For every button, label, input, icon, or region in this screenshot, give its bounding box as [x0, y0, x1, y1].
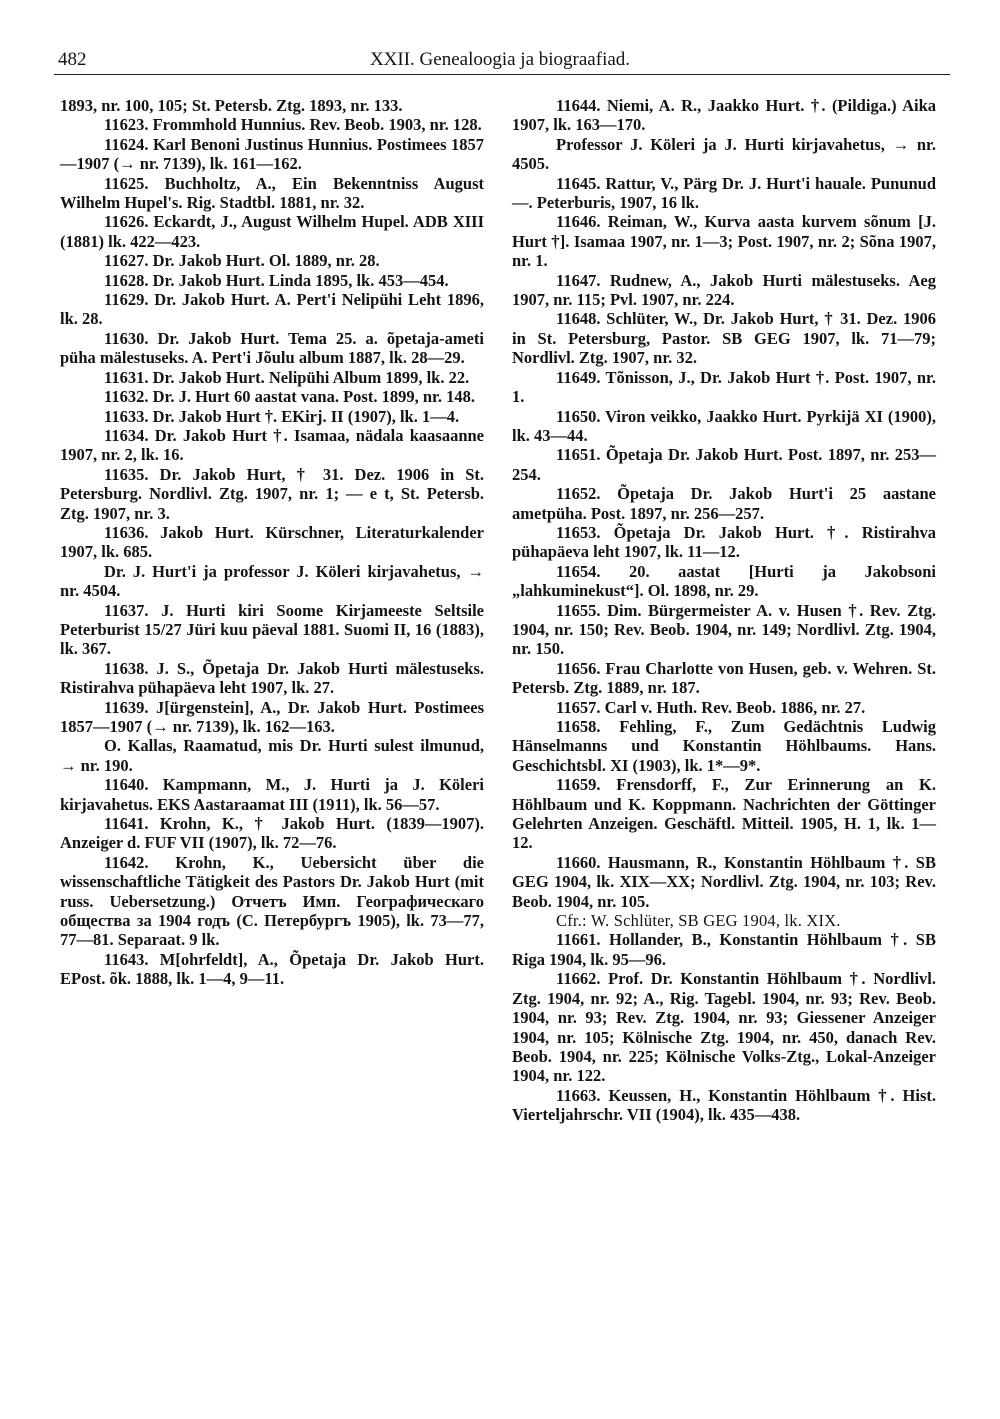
- left-column: [60, 96, 484, 989]
- bibliography-entry: 11653. Õpetaja Dr. Jakob Hurt. †. Ristirahva pühapäeva leht 1907, lk. 11—12.: [512, 522, 936, 562]
- bibliography-entry: 11631. Dr. Jakob Hurt. Nelipühi Album 1899, lk. 22.: [104, 367, 470, 387]
- bibliography-entry: Dr. J. Hurt'i ja professor J. Köleri kirjavahetus, → nr. 4504.: [60, 561, 484, 601]
- page-number: 482: [58, 49, 87, 70]
- bibliography-entry: 11632. Dr. J. Hurt 60 aastat vana. Post. 1899, nr. 148.: [104, 387, 475, 407]
- bibliography-entry: 11629. Dr. Jakob Hurt. A. Pert'i Nelipühi Leht 1896, lk. 28.: [60, 290, 484, 329]
- bibliography-entry: 11663. Keussen, H., Konstantin Höhlbaum †. Hist. Vierteljahrschr. VII (1904), lk. 435—438.: [512, 1085, 936, 1125]
- bibliography-entry: 11645. Rattur, V., Pärg Dr. J. Hurt'i hauale. Pununud —. Peterburis, 1907, 16 lk.: [512, 173, 936, 213]
- right-column: [512, 96, 936, 1125]
- bibliography-entry: 11658. Fehling, F., Zum Gedächtnis Ludwig Hänselmanns und Konstantin Höhlbaums. Hans. Geschichtsbl. XI (1903), lk. 1*—9*.: [512, 717, 936, 775]
- bibliography-entry: 11625. Buchholtz, A., Ein Bekenntniss August Wilhelm Hupel's. Rig. Stadtbl. 1881, nr. 32.: [60, 173, 484, 213]
- bibliography-entry: 11634. Dr. Jakob Hurt †. Isamaa, nädala kaasaanne 1907, nr. 2, lk. 16.: [60, 425, 484, 465]
- bibliography-entry: 11642. Krohn, K., Uebersicht über die wissenschaftliche Tätigkeit des Pastors Dr. Jakob Hurt (mit russ. Uebersetzung.) Отчетъ Имп. Географическаго общества за 1904 годъ (С. Петербургъ 1905), lk. 73—77, 77—81. Separaat. 9 lk.: [60, 852, 484, 950]
- bibliography-entry: 11626. Eckardt, J., August Wilhelm Hupel. ADB XIII (1881) lk. 422—423.: [60, 212, 484, 251]
- bibliography-entry: 11627. Dr. Jakob Hurt. Ol. 1889, nr. 28.: [104, 251, 380, 271]
- bibliography-entry: 11628. Dr. Jakob Hurt. Linda 1895, lk. 453—454.: [104, 270, 449, 290]
- bibliography-entry: 11661. Hollander, B., Konstantin Höhlbaum †. SB Riga 1904, lk. 95—96.: [512, 930, 936, 969]
- bibliography-entry: 11662. Prof. Dr. Konstantin Höhlbaum †. Nordlivl. Ztg. 1904, nr. 92; A., Rig. Tagebl. 1904, nr. 93; Rev. Beob. 1904, nr. 93; Rev. Ztg. 1904, nr. 93; Giessener Anzeiger 1904, nr. 105; Kölnische Ztg. 1904, nr. 450, danach Rev. Beob. 1904, nr. 225; Kölnische Volks-Ztg., Lokal-Anzeiger 1904, nr. 122.: [512, 969, 936, 1086]
- page-header: [50, 48, 950, 72]
- bibliography-entry: 11655. Dim. Bürgermeister A. v. Husen †. Rev. Ztg. 1904, nr. 150; Rev. Beob. 1904, nr. 149; Nordlivl. Ztg. 1904, nr. 150.: [512, 600, 936, 659]
- bibliography-entry: Professor J. Köleri ja J. Hurti kirjavahetus, → nr. 4505.: [512, 134, 936, 174]
- bibliography-entry: 11654. 20. aastat [Hurti ja Jakobsoni „lahkuminekust“]. Ol. 1898, nr. 29.: [512, 561, 936, 601]
- bibliography-entry: 11650. Viron veikko, Jaakko Hurt. Pyrkijä XI (1900), lk. 43—44.: [512, 406, 936, 445]
- bibliography-entry: 11652. Õpetaja Dr. Jakob Hurt'i 25 aastane ametpüha. Post. 1897, nr. 256—257.: [512, 484, 936, 523]
- bibliography-entry: 11649. Tõnisson, J., Dr. Jakob Hurt †. Post. 1907, nr. 1.: [512, 367, 936, 407]
- bibliography-entry: 11641. Krohn, K., † Jakob Hurt. (1839—1907). Anzeiger d. FUF VII (1907), lk. 72—76.: [60, 814, 484, 853]
- bibliography-entry: 11659. Frensdorff, F., Zur Erinnerung an K. Höhlbaum und K. Koppmann. Nachrichten der Göttinger Gelehrten Anzeigen. Geschäftl. Mitteil. 1905, H. 1, lk. 1—12.: [512, 775, 936, 853]
- bibliography-entry: 11660. Hausmann, R., Konstantin Höhlbaum †. SB GEG 1904, lk. XIX—XX; Nordlivl. Ztg. 1904, nr. 103; Rev. Beob. 1904, nr. 105.: [512, 852, 936, 911]
- bibliography-entry: 11648. Schlüter, W., Dr. Jakob Hurt, † 31. Dez. 1906 in St. Petersburg, Pastor. SB GEG 1907, lk. 71—79; Nordlivl. Ztg. 1907, nr. 32.: [512, 309, 936, 368]
- bibliography-entry: 11637. J. Hurti kiri Soome Kirjameeste Seltsile Peterburist 15/27 Jüri kuu päeval 1881. Suomi II, 16 (1883), lk. 367.: [60, 600, 484, 659]
- bibliography-entry: 1893, nr. 100, 105; St. Petersb. Ztg. 1893, nr. 133.: [60, 96, 403, 115]
- bibliography-entry: 11646. Reiman, W., Kurva aasta kurvem sõnum [J. Hurt †]. Isamaa 1907, nr. 1—3; Post. 1907, nr. 2; Sõna 1907, nr. 1.: [512, 212, 936, 271]
- bibliography-entry: Cfr.: W. Schlüter, SB GEG 1904, lk. XIX.: [556, 911, 841, 931]
- bibliography-entry: 11635. Dr. Jakob Hurt, † 31. Dez. 1906 in St. Petersburg. Nordlivl. Ztg. 1907, nr. 1; — e t, St. Petersb. Ztg. 1907, nr. 3.: [60, 464, 484, 523]
- bibliography-entry: 11647. Rudnew, A., Jakob Hurti mälestuseks. Aeg 1907, nr. 115; Pvl. 1907, nr. 224.: [512, 270, 936, 310]
- bibliography-entry: 11644. Niemi, A. R., Jaakko Hurt. †. (Pildiga.) Aika 1907, lk. 163—170.: [512, 96, 936, 135]
- bibliography-entry: 11640. Kampmann, M., J. Hurti ja J. Köleri kirjavahetus. EKS Aastaraamat III (1911), lk. 56—57.: [60, 775, 484, 814]
- bibliography-entry: 11624. Karl Benoni Justinus Hunnius. Postimees 1857—1907 (→ nr. 7139), lk. 161—162.: [60, 134, 484, 174]
- bibliography-entry: 11638. J. S., Õpetaja Dr. Jakob Hurti mälestuseks. Ristirahva pühapäeva leht 1907, lk. 27.: [60, 658, 484, 698]
- bibliography-entry: 11651. Õpetaja Dr. Jakob Hurt. Post. 1897, nr. 253—254.: [512, 445, 936, 484]
- bibliography-entry: 11656. Frau Charlotte von Husen, geb. v. Wehren. St. Petersb. Ztg. 1889, nr. 187.: [512, 658, 936, 698]
- bibliography-entry: 11630. Dr. Jakob Hurt. Tema 25. a. õpetaja-ameti püha mälestuseks. A. Pert'i Jõulu album 1887, lk. 28—29.: [60, 328, 484, 368]
- bibliography-entry: 11657. Carl v. Huth. Rev. Beob. 1886, nr. 27.: [556, 697, 866, 717]
- header-divider: [54, 74, 950, 75]
- bibliography-entry: O. Kallas, Raamatud, mis Dr. Hurti sulest ilmunud, → nr. 190.: [60, 736, 484, 775]
- bibliography-entry: 11643. M[ohrfeldt], A., Õpetaja Dr. Jakob Hurt. EPost. õk. 1888, lk. 1—4, 9—11.: [60, 949, 484, 989]
- bibliography-entry: 11636. Jakob Hurt. Kürschner, Literaturkalender 1907, lk. 685.: [60, 522, 484, 562]
- running-title: XXII. Genealoogia ja biograafiad.: [369, 49, 631, 70]
- bibliography-entry: 11633. Dr. Jakob Hurt †. EKirj. II (1907), lk. 1—4.: [104, 406, 460, 426]
- bibliography-entry: 11623. Frommhold Hunnius. Rev. Beob. 1903, nr. 128.: [104, 115, 482, 135]
- bibliography-entry: 11639. J[ürgenstein], A., Dr. Jakob Hurt. Postimees 1857—1907 (→ nr. 7139), lk. 162—163.: [60, 697, 484, 736]
